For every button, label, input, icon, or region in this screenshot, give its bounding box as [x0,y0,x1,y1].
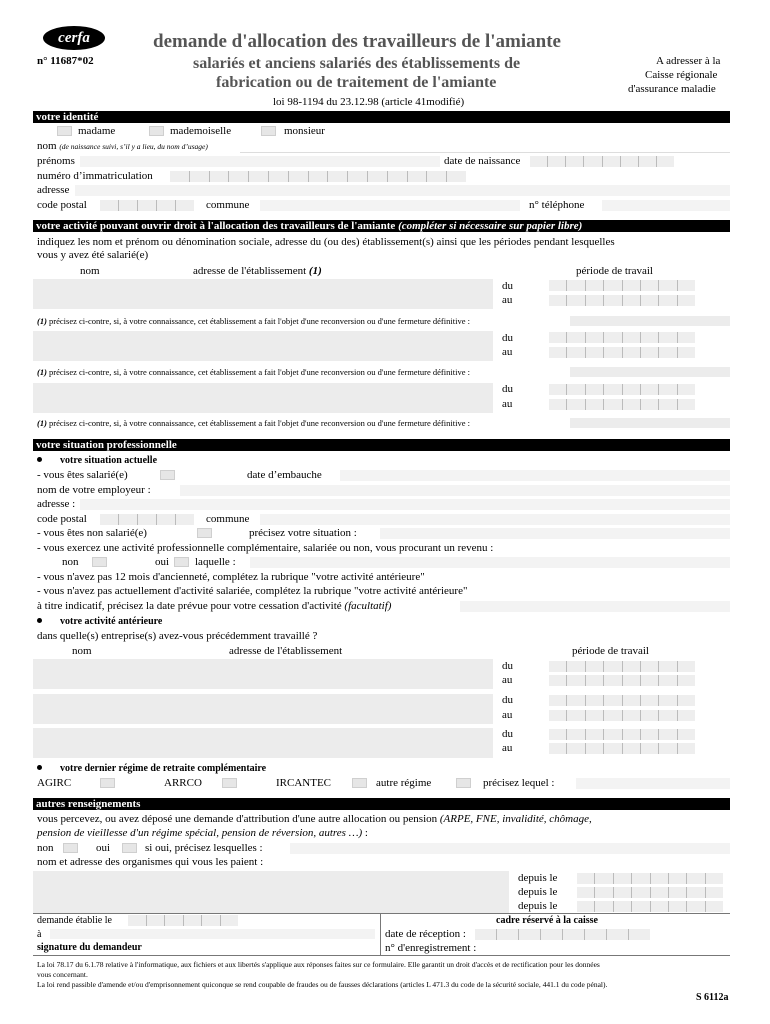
etablissement-3-field[interactable] [33,383,493,413]
au-label: au [502,346,513,358]
legal-line-1: La loi 78.17 du 6.1.78 relative à l'informatique, aux fichiers et aux libertés s'applique aux réponses faites sur ce formulaire. Elle garantit un droit d'accès et de rectification pour les données [37,960,600,969]
autres-text-1a: vous percevez, ou avez déposé une demande d'attribution d'une autre allocation ou pension [37,813,438,825]
etablissement-2-note-field[interactable] [570,367,730,377]
code-postal-employeur-label: code postal [37,513,87,525]
madame-label: madame [78,125,116,137]
etablissement-2-field[interactable] [33,331,493,361]
organismes-label: nom et adresse des organismes qui vous les paient : [37,856,264,868]
code-postal-employeur-field[interactable] [100,514,194,525]
au-label: au [502,674,513,686]
col-adresse-ref: (1) [308,265,322,277]
bullet-icon [37,765,42,770]
activite-intro-1: indiquez les nom et prénom ou dénomination sociale, adresse du (ou des) établissement(s) ainsi que les périodes pendant lesquelles [37,236,615,248]
monsieur-checkbox[interactable] [261,126,276,136]
birthdate-field[interactable] [530,156,674,167]
lequel-field[interactable] [576,778,730,789]
col-adresse-text: adresse de l'établissement [193,265,307,277]
complementaire-non-label: non [62,556,79,568]
etablissement-1-du[interactable] [549,280,695,291]
etablissement-2-du[interactable] [549,332,695,343]
pas-12-mois-text: - vous n'avez pas 12 mois d'ancienneté, complétez la rubrique "votre activité antérieure" [37,571,425,583]
etablissement-1-note [37,316,470,326]
etablissement-3-du[interactable] [549,384,695,395]
entreprises-question: dans quelle(s) entreprise(s) avez-vous précédemment travaillé ? [37,630,318,642]
au-label: au [502,294,513,306]
autres-text-1b: (ARPE, FNE, invalidité, chômage, [439,813,592,825]
du-label: du [502,332,513,344]
precisez-situation-label: précisez votre situation : [249,527,357,539]
complementaire-label: - vous exercez une activité professionnelle complémentaire, salariée ou non, vous procurant un revenu : [37,542,494,554]
laquelle-field[interactable] [250,557,730,568]
depuis-2-field[interactable] [577,887,723,898]
cadre-caisse-title: cadre réservé à la caisse [496,915,598,926]
form-subtitle-2: fabrication ou de traitement de l'amiante [216,74,497,91]
col-adresse [193,265,322,278]
salarie-checkbox[interactable] [160,470,175,480]
activite-intro-2: vous y avez été salarié(e) [37,249,149,261]
non-salarie-checkbox[interactable] [197,528,212,538]
complementaire-non-checkbox[interactable] [92,557,107,567]
anterieure-2-field[interactable] [33,694,493,724]
immatriculation-field[interactable] [170,171,466,182]
mademoiselle-label: mademoiselle [170,125,232,137]
du-label: du [502,280,513,292]
etablissement-3-note [37,418,470,428]
commune-field[interactable] [260,200,520,211]
legal-line-3: La loi rend passible d'amende et/ou d'emprisonnement quiconque se rend coupable de fraudes ou de fausses déclarations (articles L 471.3 du code de la sécurité sociale, 441.1 du code pénal). [37,980,608,989]
form-subtitle-1: salariés et anciens salariés des établissements de [193,55,521,72]
section-autres-header: autres renseignements [33,798,730,810]
anterieure-1-au[interactable] [549,675,695,686]
signature-label: signature du demandeur [37,942,142,953]
cessation-field[interactable] [460,601,730,612]
address-line-1: A adresser à la [656,55,721,67]
employeur-field[interactable] [180,485,730,496]
autres-non-label: non [37,842,54,854]
note-ref: (1) [37,367,47,377]
form-title: demande d'allocation des travailleurs de l'amiante [153,31,561,52]
complementaire-oui-label: oui [155,556,170,568]
employeur-label: nom de votre employeur : [37,484,151,496]
au-label: au [502,398,513,410]
autres-oui-label: oui [96,842,111,854]
reception-field[interactable] [475,929,650,940]
anterieure-1-field[interactable] [33,659,493,689]
etablissement-3-note-field[interactable] [570,418,730,428]
complementaire-oui-checkbox[interactable] [174,557,189,567]
enregistrement-label: n° d'enregistrement : [385,942,477,954]
autres-text-2b: : [362,827,368,839]
etablissement-2-au[interactable] [549,347,695,358]
divider [380,913,381,955]
cerfa-logo: cerfa [43,26,105,50]
cessation-label [37,600,391,613]
salarie-label: - vous êtes salarié(e) [37,469,128,481]
reception-label: date de réception : [385,928,466,940]
anterieure-3-du[interactable] [549,729,695,740]
note-text: précisez ci-contre, si, à votre connaissance, cet établissement a fait l'objet d'une reconversion ou d'une fermeture définitive : [49,367,470,377]
anterieure-col-periode: période de travail [572,645,649,657]
birthdate-label: date de naissance [444,155,521,167]
etablissement-1-field[interactable] [33,279,493,309]
nom-note: (de naissance suivi, s’il y a lieu, du nom d’usage) [59,142,208,151]
address-line-2: Caisse régionale [645,69,718,81]
agirc-checkbox[interactable] [100,778,115,788]
etablissement-1-au[interactable] [549,295,695,306]
telephone-field[interactable] [602,200,730,211]
depuis-label: depuis le [518,886,558,898]
address-line-3: d'assurance maladie [628,83,716,95]
activite-anterieure-title: votre activité antérieure [60,616,163,627]
col-nom: nom [80,265,100,277]
arrco-checkbox[interactable] [222,778,237,788]
facultatif-text: (facultatif) [344,600,392,612]
autre-regime-checkbox[interactable] [456,778,471,788]
divider [33,913,730,914]
note-text: précisez ci-contre, si, à votre connaissance, cet établissement a fait l'objet d'une reconversion ou d'une fermeture définitive : [49,316,470,326]
autre-regime-label: autre régime [376,777,432,789]
si-oui-field[interactable] [290,843,730,854]
nom-text: nom [37,140,57,152]
section-identite-header: votre identité [33,111,730,123]
autres-non-checkbox[interactable] [63,843,78,853]
au-label: au [502,709,513,721]
anterieure-3-au[interactable] [549,743,695,754]
immatriculation-label: numéro d’immatriculation [37,170,153,182]
agirc-label: AGIRC [37,777,72,789]
lieu-field[interactable] [50,929,375,939]
depuis-label: depuis le [518,872,558,884]
autres-oui-checkbox[interactable] [122,843,137,853]
demande-etablie-label: demande établie le [37,915,112,926]
bullet-icon [37,618,42,623]
mademoiselle-checkbox[interactable] [149,126,164,136]
au-label: au [502,742,513,754]
organismes-field[interactable] [33,871,509,913]
si-oui-label: si oui, précisez lesquelles : [145,842,263,854]
adresse-field[interactable] [75,185,730,196]
situation-actuelle-title: votre situation actuelle [60,455,158,466]
adresse-employeur-field[interactable] [80,499,730,510]
ircantec-label: IRCANTEC [276,777,331,789]
commune-employeur-label: commune [206,513,250,525]
activite-heading: votre activité pouvant ouvrir droit à l'allocation des travailleurs de l'amiante [36,220,396,232]
anterieure-2-au[interactable] [549,710,695,721]
precisez-situation-field[interactable] [380,528,730,539]
ircantec-checkbox[interactable] [352,778,367,788]
nom-field[interactable] [240,152,730,153]
depuis-1-field[interactable] [577,873,723,884]
autres-text-1 [37,813,592,826]
du-label: du [502,728,513,740]
arrco-label: ARRCO [164,777,202,789]
etablissement-1-note-field[interactable] [570,316,730,326]
madame-checkbox[interactable] [57,126,72,136]
code-postal-label: code postal [37,199,87,211]
laquelle-label: laquelle : [195,556,236,568]
activite-heading-note: (compléter si nécessaire sur papier libre) [398,220,583,232]
legal-line-2: vous concernant. [37,970,88,979]
form-reference: S 6112a [696,992,729,1003]
law-reference: loi 98-1194 du 23.12.98 (article 41modifié) [273,96,465,108]
adresse-label: adresse [37,184,70,196]
section-activite-header [33,220,730,232]
prenoms-field[interactable] [80,156,440,167]
embauche-label: date d’embauche [247,469,322,481]
col-periode: période de travail [576,265,653,277]
prenoms-label: prénoms [37,155,75,167]
telephone-label: n° téléphone [529,199,585,211]
a-label: à [37,929,42,940]
non-salarie-label: - vous êtes non salarié(e) [37,527,147,539]
anterieure-col-adresse: adresse de l'établissement [229,645,343,657]
autres-text-2a: pension de vieillesse d'un régime spécial, pension de réversion, autres …) [37,827,363,839]
anterieure-1-du[interactable] [549,661,695,672]
etablissement-3-au[interactable] [549,399,695,410]
depuis-label: depuis le [518,900,558,912]
commune-employeur-field[interactable] [260,514,730,525]
note-ref: (1) [37,316,47,326]
anterieure-3-field[interactable] [33,728,493,758]
etablissement-2-note [37,367,470,377]
code-postal-field[interactable] [100,200,194,211]
bullet-icon [37,457,42,462]
divider [33,955,730,956]
embauche-field[interactable] [340,470,730,481]
regime-title: votre dernier régime de retraite complémentaire [60,763,267,774]
nom-label [37,140,208,153]
du-label: du [502,694,513,706]
monsieur-label: monsieur [284,125,325,137]
note-ref: (1) [37,418,47,428]
adresse-employeur-label: adresse : [37,498,76,510]
cessation-text: à titre indicatif, précisez la date prévue pour votre cessation d'activité [37,600,342,612]
depuis-3-field[interactable] [577,901,723,912]
form-number: n° 11687*02 [37,55,94,67]
commune-label: commune [206,199,250,211]
section-situation-header: votre situation professionnelle [33,439,730,451]
du-label: du [502,383,513,395]
lequel-label: précisez lequel : [483,777,555,789]
autres-text-2 [37,827,368,840]
anterieure-col-nom: nom [72,645,92,657]
note-text: précisez ci-contre, si, à votre connaissance, cet établissement a fait l'objet d'une reconversion ou d'une fermeture définitive : [49,418,470,428]
demande-date-field[interactable] [128,915,238,926]
anterieure-2-du[interactable] [549,695,695,706]
du-label: du [502,660,513,672]
pas-salariee-text: - vous n'avez pas actuellement d'activité salariée, complétez la rubrique "votre activité antérieure" [37,585,468,597]
